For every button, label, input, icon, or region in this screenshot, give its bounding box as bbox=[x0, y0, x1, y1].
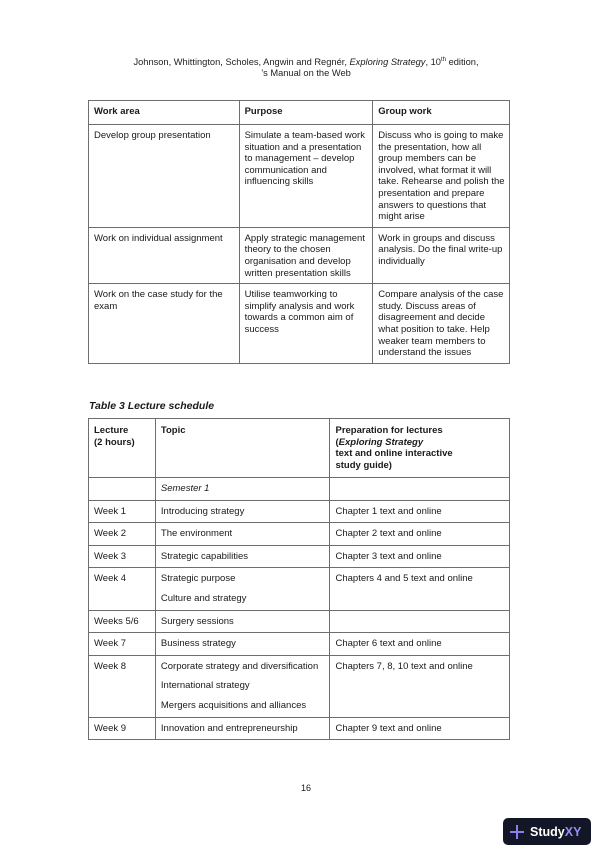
prep-cell: Chapters 7, 8, 10 text and online bbox=[330, 655, 510, 717]
group-work-cell: Compare analysis of the case study. Discuss areas of disagreement and decide what position to take. Help weaker team members to understand the issues bbox=[373, 284, 510, 364]
lecture-cell bbox=[89, 478, 156, 501]
table-header-row bbox=[89, 419, 510, 478]
table-caption: Table 3 Lecture schedule bbox=[89, 400, 215, 412]
purpose-cell: Apply strategic management theory to the chosen organisation and develop written presentation skills bbox=[239, 227, 373, 283]
lecture-cell: Week 4 bbox=[89, 568, 156, 610]
semester-label: Semester 1 bbox=[155, 478, 330, 501]
purpose-cell: Simulate a team-based work situation and a presentation to management – develop communication and influencing skills bbox=[239, 125, 373, 228]
lecture-schedule-table bbox=[88, 418, 510, 740]
prep-cell: Chapter 2 text and online bbox=[330, 523, 510, 546]
topic-cell: Surgery sessions bbox=[155, 610, 330, 633]
page-number: 16 bbox=[300, 783, 311, 793]
column-header-work-area: Work area bbox=[89, 101, 240, 125]
table-row bbox=[89, 284, 510, 364]
column-header-topic: Topic bbox=[155, 419, 330, 478]
topic-cell: Strategic capabilities bbox=[155, 545, 330, 568]
prep-cell: Chapter 3 text and online bbox=[330, 545, 510, 568]
header-line-1: Johnson, Whittington, Scholes, Angwin and Regnér, Exploring Strategy, 10th edition, bbox=[133, 56, 479, 67]
column-header-group-work: Group work bbox=[373, 101, 510, 125]
lecture-cell: Weeks 5/6 bbox=[89, 610, 156, 633]
studyxy-badge[interactable] bbox=[503, 818, 591, 845]
topic-cell: Introducing strategy bbox=[155, 500, 330, 523]
purpose-cell: Utilise teamworking to simplify analysis and work towards a common aim of success bbox=[239, 284, 373, 364]
header-line-2: ’s Manual on the Web bbox=[261, 68, 351, 78]
table-header-row bbox=[89, 101, 510, 125]
lecture-cell: Week 8 bbox=[89, 655, 156, 717]
prep-cell: Chapters 4 and 5 text and online bbox=[330, 568, 510, 610]
table-row bbox=[89, 568, 510, 610]
plus-icon bbox=[510, 825, 524, 839]
table-row bbox=[89, 227, 510, 283]
topic-cell: Innovation and entrepreneurship bbox=[155, 717, 330, 740]
topic-cell: The environment bbox=[155, 523, 330, 546]
table-row bbox=[89, 610, 510, 633]
group-work-cell: Work in groups and discuss analysis. Do the final write-up individually bbox=[373, 227, 510, 283]
prep-cell bbox=[330, 610, 510, 633]
group-work-cell: Discuss who is going to make the presentation, how all group members can be involved, what format it will take. Rehearse and polish the presentation and prepare answers to questions that might arise bbox=[373, 125, 510, 228]
prep-cell bbox=[330, 478, 510, 501]
table-row bbox=[89, 523, 510, 546]
prep-cell: Chapter 6 text and online bbox=[330, 633, 510, 656]
table-row bbox=[89, 500, 510, 523]
lecture-cell: Week 2 bbox=[89, 523, 156, 546]
prep-cell: Chapter 9 text and online bbox=[330, 717, 510, 740]
table-row bbox=[89, 655, 510, 717]
prep-cell: Chapter 1 text and online bbox=[330, 500, 510, 523]
running-header bbox=[0, 57, 612, 79]
work-area-cell: Develop group presentation bbox=[89, 125, 240, 228]
topic-cell: Strategic purpose Culture and strategy bbox=[155, 568, 330, 610]
book-title: Exploring Strategy bbox=[349, 57, 426, 67]
table-row bbox=[89, 717, 510, 740]
semester-row bbox=[89, 478, 510, 501]
table-row bbox=[89, 545, 510, 568]
lecture-cell: Week 3 bbox=[89, 545, 156, 568]
group-work-table bbox=[88, 100, 510, 364]
table-row bbox=[89, 633, 510, 656]
column-header-preparation: Preparation for lectures (Exploring Strategy text and online interactive study guide) bbox=[330, 419, 510, 478]
column-header-purpose: Purpose bbox=[239, 101, 373, 125]
brand-logo-text: StudyXY bbox=[530, 824, 582, 839]
lecture-cell: Week 9 bbox=[89, 717, 156, 740]
topic-cell: Business strategy bbox=[155, 633, 330, 656]
work-area-cell: Work on the case study for the exam bbox=[89, 284, 240, 364]
work-area-cell: Work on individual assignment bbox=[89, 227, 240, 283]
lecture-cell: Week 1 bbox=[89, 500, 156, 523]
topic-cell: Corporate strategy and diversification International strategy Mergers acquisitions and alliances bbox=[155, 655, 330, 717]
column-header-lecture: Lecture (2 hours) bbox=[89, 419, 156, 478]
lecture-cell: Week 7 bbox=[89, 633, 156, 656]
table-row bbox=[89, 125, 510, 228]
